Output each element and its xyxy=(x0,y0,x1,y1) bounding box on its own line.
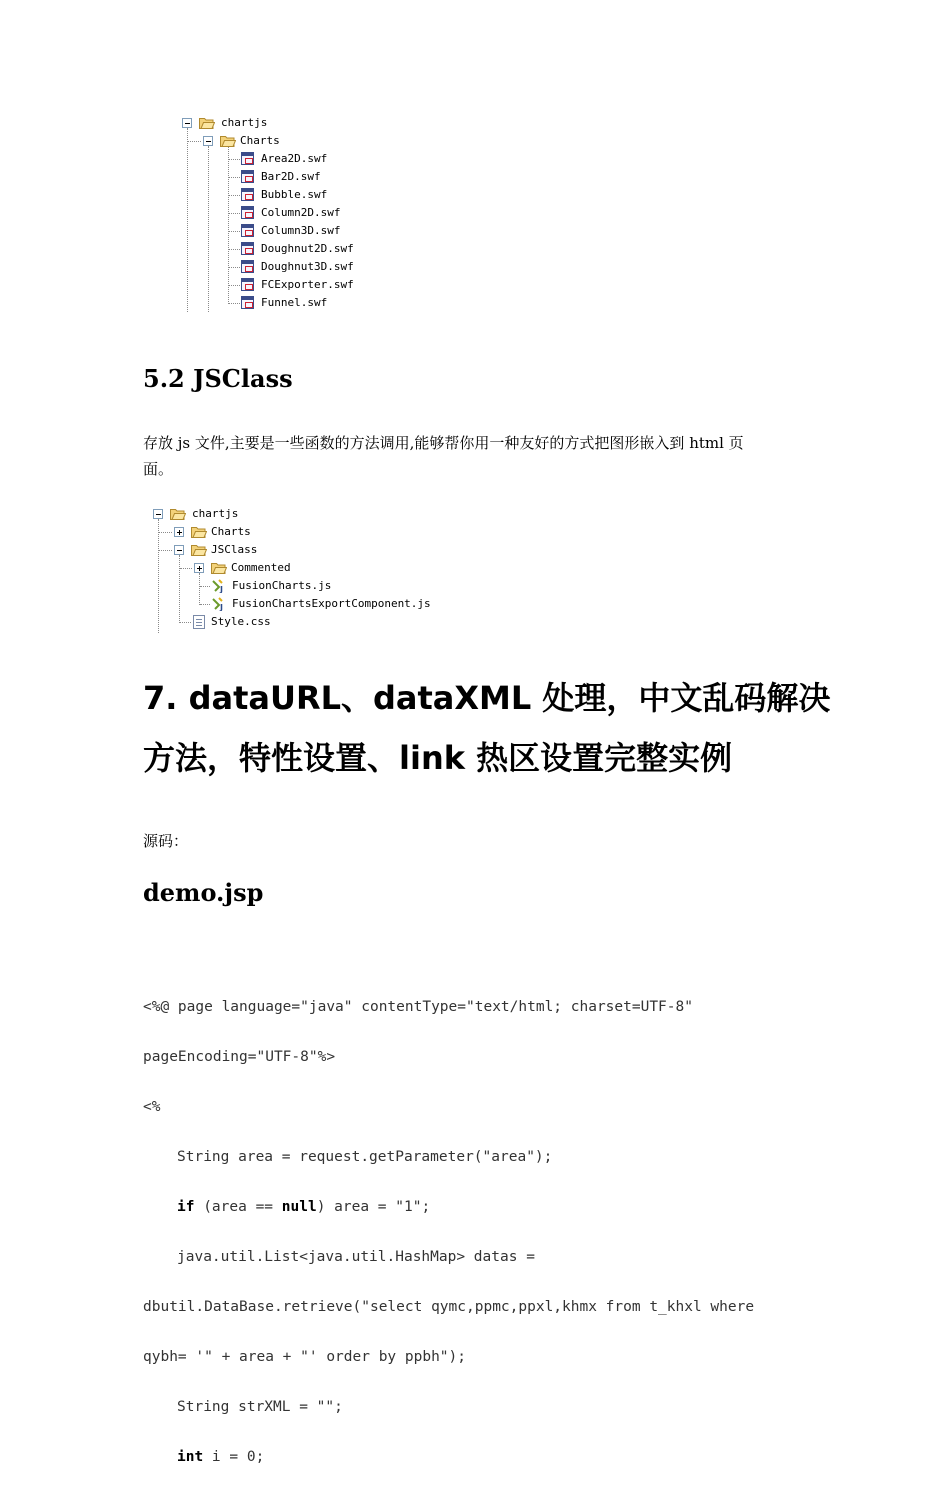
expand-icon[interactable] xyxy=(194,563,204,573)
tree-label: FCExporter.swf xyxy=(261,278,354,291)
tree-label: Column2D.swf xyxy=(261,206,341,219)
tree-label: Doughnut3D.swf xyxy=(261,260,354,273)
code-block xyxy=(143,970,843,1495)
tree-label: Commented xyxy=(231,561,291,574)
tree-label: Style.css xyxy=(211,615,271,628)
tree-file-js[interactable] xyxy=(199,577,359,595)
code-line: <% xyxy=(143,1099,161,1115)
code-line: String area = request.getParameter("area"); xyxy=(177,1149,553,1165)
code-text: i = 0; xyxy=(203,1449,265,1465)
tree-node-jsclass[interactable] xyxy=(174,541,294,559)
title-line: 方法，特性设置、link 热区设置完整实例 xyxy=(143,739,733,777)
code-line: qybh= '" + area + "' order by ppbh"); xyxy=(143,1349,467,1365)
tree-label: Charts xyxy=(240,134,280,147)
collapse-icon[interactable] xyxy=(153,509,163,519)
tree-label: JSClass xyxy=(211,543,258,556)
code-line xyxy=(143,1195,843,1220)
code-line: pageEncoding="UTF-8"%> xyxy=(143,1049,336,1065)
file-tree-jsclass xyxy=(0,0,950,640)
collapse-icon[interactable] xyxy=(174,545,184,555)
code-line: <%@ page language="java" contentType="text/html; charset=UTF-8" xyxy=(143,999,693,1015)
code-line: dbutil.DataBase.retrieve("select qymc,ppmc,ppxl,khmx from t_khxl where xyxy=(143,1299,755,1315)
code-text: (area == xyxy=(194,1199,282,1215)
tree-node-commented[interactable] xyxy=(194,559,334,577)
code-line: java.util.List<java.util.HashMap> datas = xyxy=(177,1249,535,1265)
code-keyword: int xyxy=(177,1449,204,1465)
tree-label: Funnel.swf xyxy=(261,296,328,309)
tree-node-chartjs[interactable] xyxy=(153,505,273,523)
file-heading: demo.jsp xyxy=(143,878,264,907)
folder-open-icon xyxy=(170,508,186,520)
css-file-icon xyxy=(193,615,205,629)
code-keyword: null xyxy=(281,1199,317,1215)
section-7-title xyxy=(143,668,843,788)
paragraph-line: 面。 xyxy=(143,460,174,478)
folder-open-icon xyxy=(191,544,207,556)
source-label: 源码： xyxy=(143,832,189,850)
code-line xyxy=(143,1445,843,1470)
tree-label: chartjs xyxy=(192,507,239,520)
js-file-icon xyxy=(211,597,227,611)
tree-file-js[interactable] xyxy=(199,595,439,613)
expand-icon[interactable] xyxy=(174,527,184,537)
svg-text:J: J xyxy=(220,603,223,611)
tree-label: chartjs xyxy=(221,116,268,129)
tree-label: FusionCharts.js xyxy=(232,579,332,592)
tree-label: Charts xyxy=(211,525,251,538)
tree-label: Area2D.swf xyxy=(261,152,328,165)
tree-label: Column3D.swf xyxy=(261,224,341,237)
code-keyword: if xyxy=(177,1199,195,1215)
tree-label: Bar2D.swf xyxy=(261,170,321,183)
svg-text:J: J xyxy=(220,585,223,593)
folder-open-icon xyxy=(191,526,207,538)
code-line: String strXML = ""; xyxy=(177,1399,343,1415)
tree-node-charts[interactable] xyxy=(174,523,294,541)
tree-label: Bubble.swf xyxy=(261,188,328,201)
folder-open-icon xyxy=(211,562,227,574)
tree-file-css[interactable] xyxy=(179,613,319,631)
js-file-icon xyxy=(211,579,227,593)
paragraph-line: 存放 js 文件,主要是一些函数的方法调用,能够帮你用一种友好的方式把图形嵌入到 html 页 xyxy=(143,434,744,452)
section-heading: 5.2 JSClass xyxy=(143,364,293,393)
code-text: ) area = "1"; xyxy=(316,1199,431,1215)
tree-label: FusionChartsExportComponent.js xyxy=(232,597,431,610)
title-line: 7. dataURL、dataXML 处理，中文乱码解决 xyxy=(143,679,831,717)
tree-label: Doughnut2D.swf xyxy=(261,242,354,255)
